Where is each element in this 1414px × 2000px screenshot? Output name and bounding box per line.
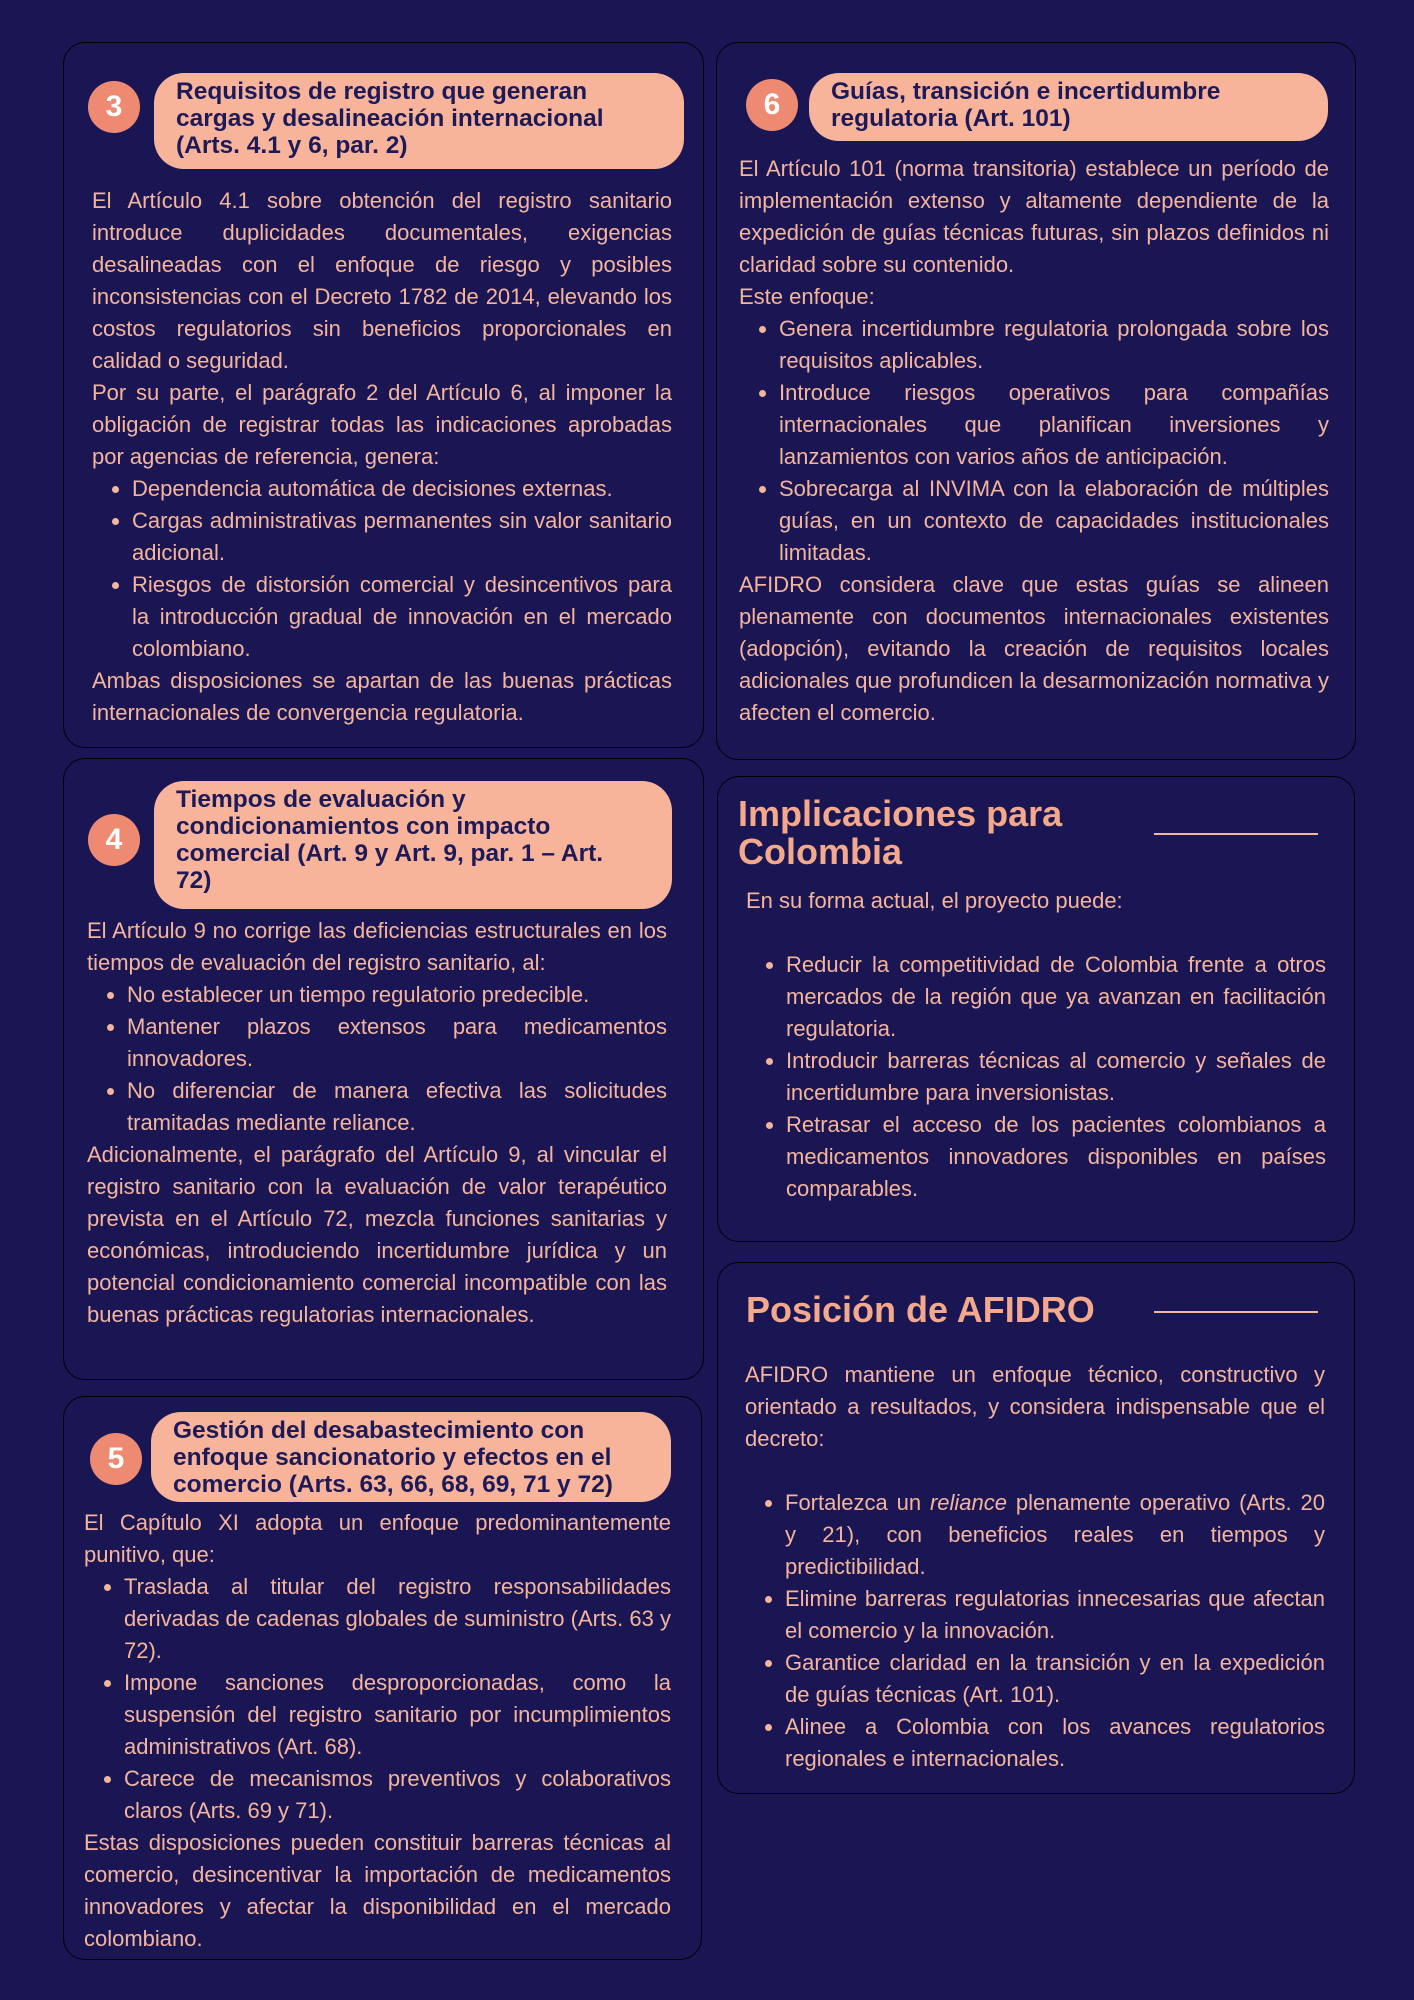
implications-heading: Implicaciones para Colombia	[738, 793, 1063, 872]
implications-card	[717, 776, 1355, 1242]
paragraph: Estas disposiciones pueden constituir barreras técnicas al comercio, desincentivar la importación de medicamentos innovadores y afectar la disponibilidad en el mercado colombiano.	[84, 1830, 671, 1951]
list-item: • Garantice claridad en la transición y en la expedición de guías técnicas (Art. 101).	[785, 1647, 1325, 1711]
list-item: • Retrasar el acceso de los pacientes colombianos a medicamentos innovadores disponibles en países comparables.	[786, 1109, 1326, 1205]
position-heading: Posición de AFIDRO	[746, 1289, 1095, 1330]
section-number-badge: 4	[88, 814, 140, 866]
section-body	[84, 1507, 671, 1955]
list-item: • Genera incertidumbre regulatoria prolongada sobre los requisitos aplicables.	[779, 313, 1329, 377]
paragraph: Por su parte, el parágrafo 2 del Artículo 6, al imponer la obligación de registrar todas las indicaciones aprobadas por agencias de referencia, genera:	[92, 380, 672, 469]
list-item: • Impone sanciones desproporcionadas, como la suspensión del registro sanitario por incumplimientos administrativos (Art. 68).	[124, 1667, 671, 1763]
section-5-card	[63, 1396, 702, 1960]
list-item: • Dependencia automática de decisiones externas.	[132, 473, 672, 505]
bullet-list	[739, 313, 1329, 569]
paragraph: El Capítulo XI adopta un enfoque predominantemente punitivo, que:	[84, 1510, 671, 1567]
bullet-list	[92, 473, 672, 665]
paragraph: El Artículo 101 (norma transitoria) establece un período de implementación extenso y altamente dependiente de la expedición de guías técnicas futuras, sin plazos definidos ni claridad sobre su contenido.	[739, 156, 1329, 277]
list-item: • Carece de mecanismos preventivos y colaborativos claros (Arts. 69 y 71).	[124, 1763, 671, 1827]
list-item: • Introducir barreras técnicas al comercio y señales de incertidumbre para inversionistas.	[786, 1045, 1326, 1109]
section-title: Requisitos de registro que generan cargas y desalineación internacional (Arts. 4.1 y 6, par. 2)	[154, 73, 684, 169]
section-6-card	[716, 42, 1356, 760]
paragraph: En su forma actual, el proyecto puede:	[746, 888, 1123, 913]
heading-divider	[1154, 833, 1318, 835]
paragraph: Este enfoque:	[739, 284, 875, 309]
section-body	[92, 185, 672, 729]
list-item: • Reducir la competitividad de Colombia frente a otros mercados de la región que ya avanzan en facilitación regulatoria.	[786, 949, 1326, 1045]
list-item: • No establecer un tiempo regulatorio predecible.	[127, 979, 667, 1011]
list-item: • Elimine barreras regulatorias innecesarias que afectan el comercio y la innovación.	[785, 1583, 1325, 1647]
position-card	[717, 1262, 1355, 1794]
section-3-card	[63, 42, 704, 748]
list-item: • Mantener plazos extensos para medicamentos innovadores.	[127, 1011, 667, 1075]
list-item: • Sobrecarga al INVIMA con la elaboración de múltiples guías, en un contexto de capacidades institucionales limitadas.	[779, 473, 1329, 569]
list-item: • Riesgos de distorsión comercial y desincentivos para la introducción gradual de innovación en el mercado colombiano.	[132, 569, 672, 665]
section-body	[739, 153, 1329, 729]
list-item: • No diferenciar de manera efectiva las solicitudes tramitadas mediante reliance.	[127, 1075, 667, 1139]
bullet-list	[746, 949, 1326, 1205]
implications-body	[746, 885, 1326, 1205]
section-number-badge: 3	[88, 81, 140, 133]
paragraph: Adicionalmente, el parágrafo del Artículo 9, al vincular el registro sanitario con la evaluación de valor terapéutico prevista en el Artículo 72, mezcla funciones sanitarias y económicas, introduciendo incertidumbre jurídica y un potencial condicionamiento comercial incompatible con las buenas prácticas regulatorias internacionales.	[87, 1142, 667, 1327]
heading-divider	[1154, 1311, 1318, 1313]
bullet-list	[84, 1571, 671, 1827]
bullet-list	[745, 1487, 1325, 1775]
list-item: • Traslada al titular del registro responsabilidades derivadas de cadenas globales de suministro (Arts. 63 y 72).	[124, 1571, 671, 1667]
section-4-card	[63, 758, 704, 1380]
paragraph: El Artículo 4.1 sobre obtención del registro sanitario introduce duplicidades documentales, exigencias desalineadas con el enfoque de riesgo y posibles inconsistencias con el Decreto 1782 de 2014, elevando los costos regulatorios sin beneficios proporcionales en calidad o seguridad.	[92, 188, 672, 373]
list-item: • Fortalezca un reliance plenamente operativo (Arts. 20 y 21), con beneficios reales en tiempos y predictibilidad.	[785, 1487, 1325, 1583]
emphasis-reliance: reliance	[929, 1490, 1007, 1515]
section-body	[87, 915, 667, 1331]
list-item: • Introduce riesgos operativos para compañías internacionales que planifican inversiones y lanzamientos con varios años de anticipación.	[779, 377, 1329, 473]
list-item: • Alinee a Colombia con los avances regulatorios regionales e internacionales.	[785, 1711, 1325, 1775]
paragraph: El Artículo 9 no corrige las deficiencias estructurales en los tiempos de evaluación del registro sanitario, al:	[87, 918, 667, 975]
paragraph: AFIDRO considera clave que estas guías se alineen plenamente con documentos internacionales existentes (adopción), evitando la creación de requisitos locales adicionales que profundicen la desarmonización normativa y afecten el comercio.	[739, 572, 1329, 725]
position-body	[745, 1359, 1325, 1775]
paragraph: Ambas disposiciones se apartan de las buenas prácticas internacionales de convergencia regulatoria.	[92, 668, 672, 725]
section-number-badge: 5	[90, 1433, 142, 1485]
section-number-badge: 6	[746, 79, 798, 131]
list-item: • Cargas administrativas permanentes sin valor sanitario adicional.	[132, 505, 672, 569]
section-title: Guías, transición e incertidumbre regulatoria (Art. 101)	[809, 73, 1328, 141]
section-title: Tiempos de evaluación y condicionamientos con impacto comercial (Art. 9 y Art. 9, par. 1 – Art. 72)	[154, 781, 672, 909]
bullet-list	[87, 979, 667, 1139]
section-title: Gestión del desabastecimiento con enfoque sancionatorio y efectos en el comercio (Arts. 63, 66, 68, 69, 71 y 72)	[151, 1412, 671, 1502]
paragraph: AFIDRO mantiene un enfoque técnico, constructivo y orientado a resultados, y considera indispensable que el decreto:	[745, 1362, 1325, 1451]
